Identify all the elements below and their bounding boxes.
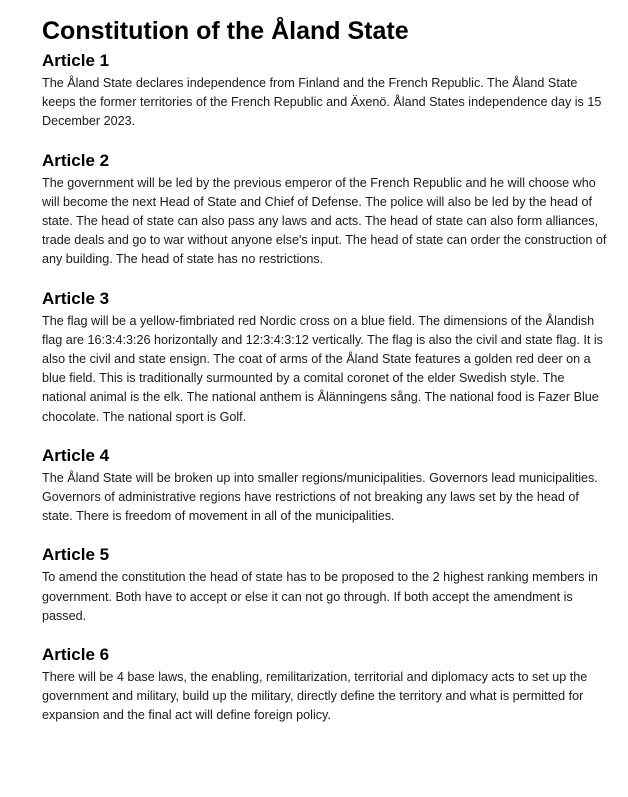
article-body: The Åland State will be broken up into smaller regions/municipalities. Governors lead municipalities. Governors of administrative regions have restrictions of not breaking any laws set by the head of state. There is freedom of movement in all of the municipalities. xyxy=(42,470,598,524)
article-body: The government will be led by the previous emperor of the French Republic and he will choose who will become the next Head of State and Chief of Defense. The police will also be led by the head of state. The head of state can also pass any laws and acts. The head of state can also form alliances, trade deals and go to war without anyone else's input. The head of state can order the construction of any building. The head of state has no restrictions. xyxy=(42,175,607,267)
article-3 xyxy=(42,288,604,427)
article-heading: Article 4 xyxy=(42,445,110,465)
article-body: The Åland State declares independence from Finland and the French Republic. The Åland State keeps the former territories of the French Republic and Äxenö. Åland States independence day is 15 December 2023. xyxy=(42,76,602,129)
article-4 xyxy=(42,445,604,527)
article-heading: Article 1 xyxy=(42,51,110,70)
article-body: The flag will be a yellow-fimbriated red Nordic cross on a blue field. The dimensions of the Ålandish flag are 16:3:4:3:26 horizontally and 12:3:4:3:12 vertically. The flag is also the civil and state flag. It is also the civil and state ensign. The coat of arms of the Åland State features a golden red deer on a blue field. This is traditionally surmounted by a comital coronet of the elder Swedish style. The national animal is the elk. The national anthem is Ålänningens sång. The national food is Fazer Blue chocolate. The national sport is Golf. xyxy=(42,313,603,424)
article-body: To amend the constitution the head of state has to be proposed to the 2 highest ranking members in government. Both have to accept or else it can not go through. If both accept the amendment is passed. xyxy=(42,570,598,623)
article-heading: Article 6 xyxy=(42,645,110,665)
article-heading: Article 5 xyxy=(42,545,110,565)
article-5 xyxy=(42,544,604,626)
page-title: Constitution of the Åland State xyxy=(42,17,409,45)
article-heading: Article 2 xyxy=(42,150,110,170)
article-body: There will be 4 base laws, the enabling, remilitarization, territorial and diplomacy acts to set up the government and military, build up the military, directly define the territory and what is permitted for expansion and the final act will define foreign policy. xyxy=(42,670,588,723)
article-6 xyxy=(42,644,604,726)
article-1 xyxy=(42,50,604,132)
article-heading: Article 3 xyxy=(42,288,110,308)
article-2 xyxy=(42,150,607,270)
